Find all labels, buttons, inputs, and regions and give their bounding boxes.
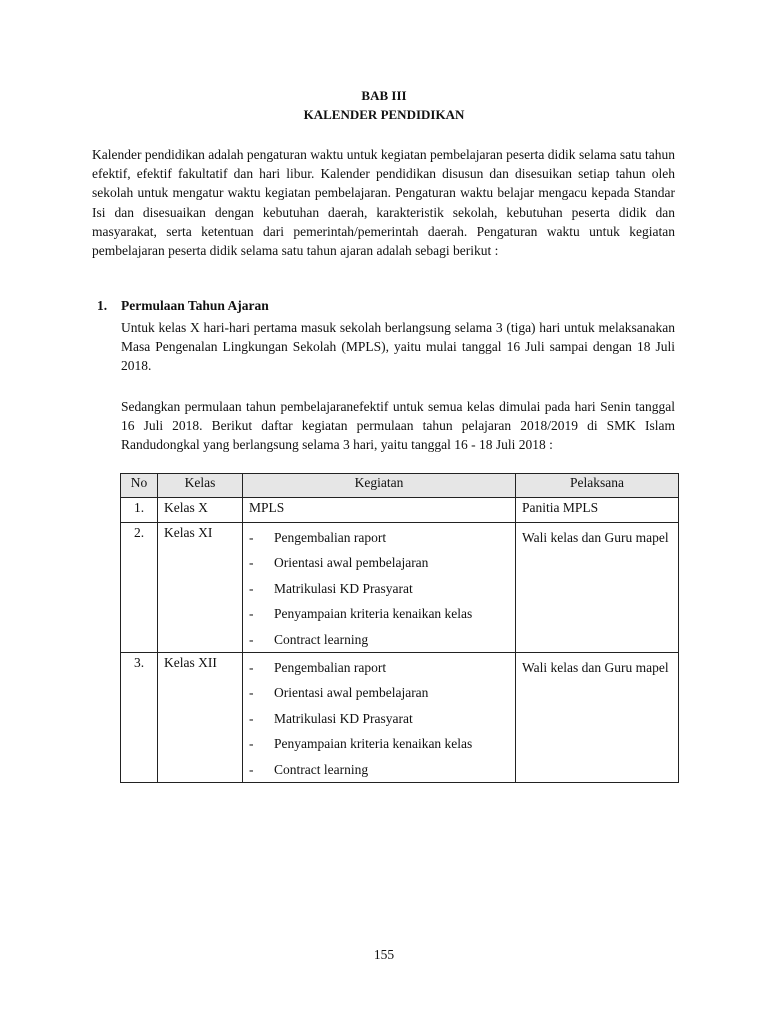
activity-text: Orientasi awal pembelajaran: [274, 685, 429, 701]
dash-bullet: -: [249, 685, 254, 701]
chapter-title: KALENDER PENDIDIKAN: [303, 107, 465, 122]
activity-item: [249, 680, 509, 705]
activity-text: Penyampaian kriteria kenaikan kelas: [274, 736, 473, 752]
activity-item: [249, 706, 509, 731]
cell-kegiatan: [243, 523, 516, 653]
activity-item: [249, 731, 509, 756]
cell-no: 3.: [121, 653, 158, 783]
activity-item: [249, 576, 509, 601]
dash-bullet: -: [249, 736, 254, 752]
page-number: 155: [373, 947, 395, 962]
header-no: No: [121, 474, 158, 498]
activities-table: [120, 473, 679, 783]
cell-pelaksana: Wali kelas dan Guru mapel: [516, 653, 679, 783]
activity-item: [249, 757, 509, 782]
header-pelaksana: Pelaksana: [516, 474, 679, 498]
table-row: [121, 523, 679, 653]
activity-text: Pengembalian raport: [274, 660, 387, 676]
dash-bullet: -: [249, 660, 254, 676]
activity-text: Matrikulasi KD Prasyarat: [274, 710, 413, 726]
cell-kelas: Kelas XI: [158, 523, 243, 653]
activity-text: Contract learning: [274, 761, 369, 777]
cell-kelas: Kelas XII: [158, 653, 243, 783]
activity-text: Penyampaian kriteria kenaikan kelas: [274, 606, 473, 622]
section-title: Permulaan Tahun Ajaran: [121, 298, 269, 313]
activity-list: [249, 525, 509, 652]
section-number: 1.: [97, 298, 108, 313]
activity-item: [249, 601, 509, 626]
cell-pelaksana: Wali kelas dan Guru mapel: [516, 523, 679, 653]
dash-bullet: -: [249, 555, 254, 571]
activity-item: [249, 550, 509, 575]
dash-bullet: -: [249, 710, 254, 726]
intro-paragraph: Kalender pendidikan adalah pengaturan waktu untuk kegiatan pembelajaran peserta didik selama satu tahun efektif, efektif fakultatif dan hari libur. Kalender pendidikan disusun dan disesuikan setiap tahun oleh sekolah untuk mengatur waktu kegiatan pembelajaran. Pengaturan waktu belajar mengacu kepada Standar Isi dan disesuaikan dengan kebutuhan daerah, karakteristik sekolah, kebutuhan peserta didik dan masyarakat, serta ketentuan dari pemerintah/pemerintah daerah. Pengaturan waktu untuk kegiatan pembelajaran peserta didik selama satu tahun ajaran adalah sebagi berikut :: [92, 147, 675, 259]
dash-bullet: -: [249, 631, 254, 647]
dash-bullet: -: [249, 530, 254, 545]
cell-kegiatan: [243, 653, 516, 783]
cell-pelaksana: Panitia MPLS: [516, 498, 679, 523]
dash-bullet: -: [249, 606, 254, 622]
section-paragraph-2: Sedangkan permulaan tahun pembelajaranefektif untuk semua kelas dimulai pada hari Senin tanggal 16 Juli 2018. Berikut daftar kegiatan permulaan tahun pelajaran 2018/2019 di SMK Islam Randudongkal yang berlangsung selama 3 hari, yaitu tanggal 16 - 18 Juli 2018 :: [121, 399, 675, 453]
activity-text: Contract learning: [274, 631, 369, 647]
header-kelas: Kelas: [158, 474, 243, 498]
table-row: [121, 653, 679, 783]
cell-no: 2.: [121, 523, 158, 653]
table-header-row: [121, 474, 679, 498]
activity-list: [249, 655, 509, 782]
header-kegiatan: Kegiatan: [243, 474, 516, 498]
cell-no: 1.: [121, 498, 158, 523]
activity-text: Pengembalian raport: [274, 530, 387, 545]
activity-item: [249, 525, 509, 550]
cell-kegiatan: MPLS: [243, 498, 516, 523]
table-row: [121, 498, 679, 523]
activity-text: Orientasi awal pembelajaran: [274, 555, 429, 571]
activity-text: Matrikulasi KD Prasyarat: [274, 580, 413, 596]
chapter-label: BAB III: [361, 88, 407, 103]
cell-kelas: Kelas X: [158, 498, 243, 523]
dash-bullet: -: [249, 761, 254, 777]
dash-bullet: -: [249, 580, 254, 596]
activity-item: [249, 655, 509, 680]
activity-item: [249, 627, 509, 652]
section-paragraph-1: Untuk kelas X hari-hari pertama masuk sekolah berlangsung selama 3 (tiga) hari untuk melaksanakan Masa Pengenalan Lingkungan Sekolah (MPLS), yaitu mulai tanggal 16 Juli sampai dengan 18 Juli 2018.: [121, 320, 675, 374]
